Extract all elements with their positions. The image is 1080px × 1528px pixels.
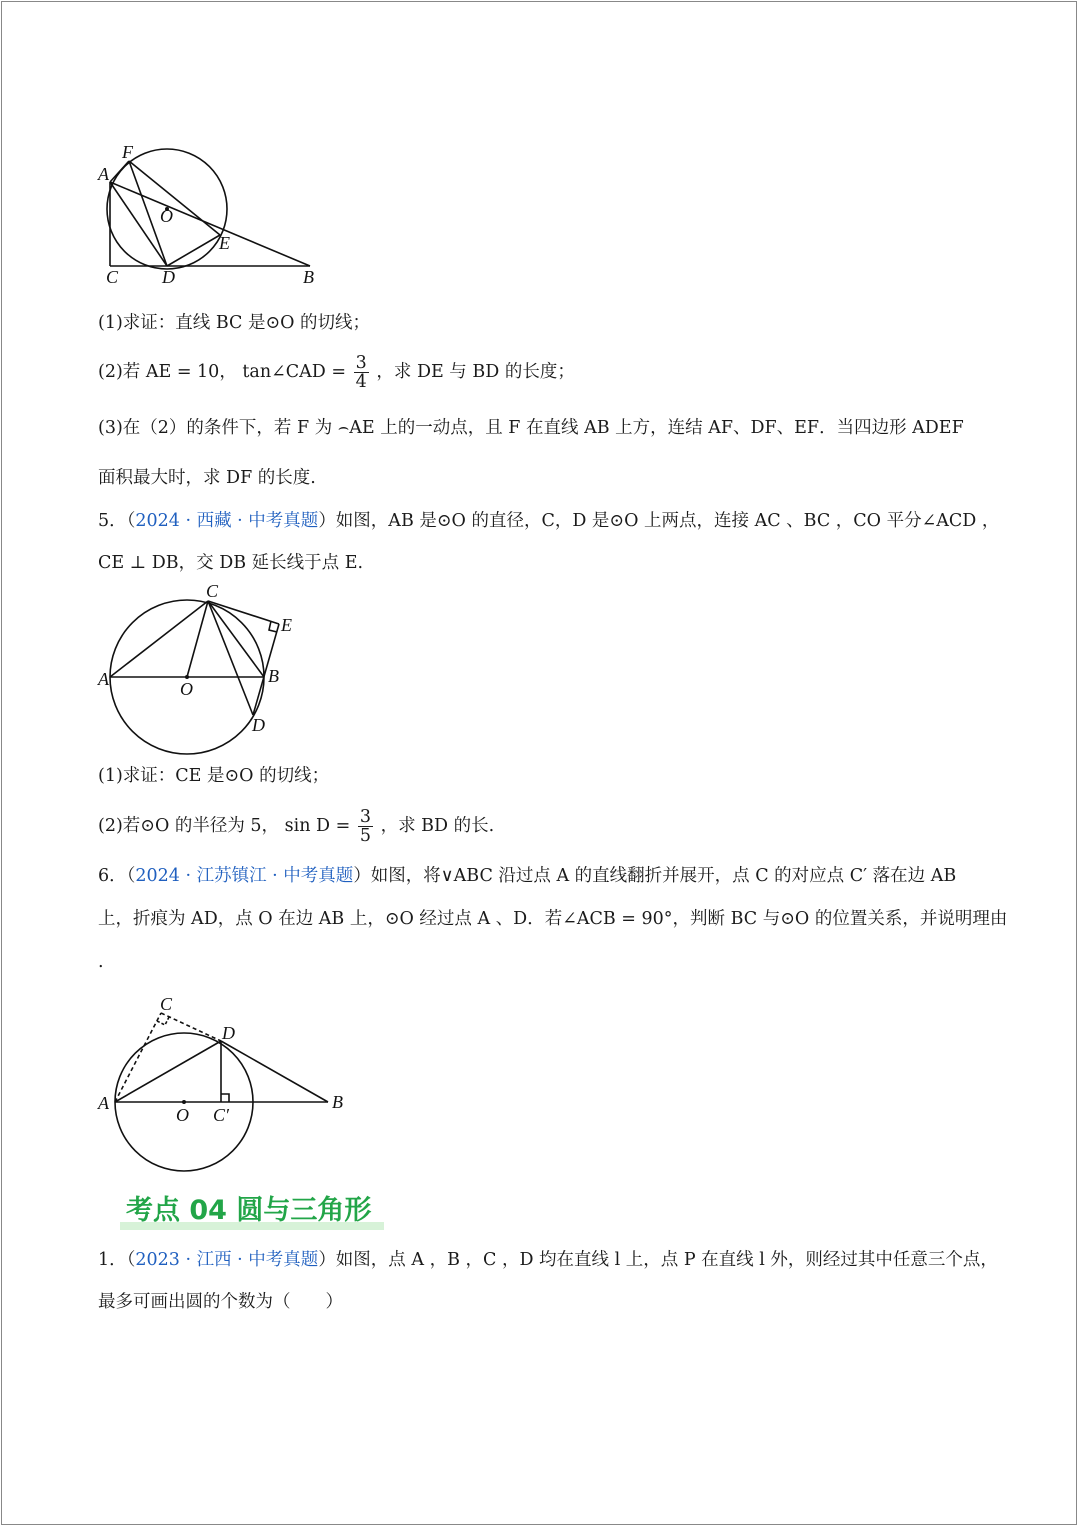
figure-1 bbox=[90, 140, 330, 290]
fig1-label-B: B bbox=[303, 267, 314, 287]
q5-part2-post: ，求 BD 的长. bbox=[380, 816, 495, 836]
fig2-line-AC bbox=[110, 601, 208, 677]
fig1-label-A: A bbox=[98, 164, 109, 184]
q4-part2-pre: (2)若 AE = 10， tan∠CAD = bbox=[98, 362, 347, 382]
fig3-label-D: D bbox=[222, 1023, 235, 1043]
fig1-line-AB bbox=[110, 182, 310, 266]
q6-number: 6．（ bbox=[98, 866, 136, 886]
section-title: 考点 04 圆与三角形 bbox=[126, 1195, 372, 1226]
fig1-label-E: E bbox=[219, 233, 230, 253]
fig1-label-C: C bbox=[106, 267, 119, 287]
fig3-right-angle-mark bbox=[221, 1094, 229, 1102]
fig2-label-D: D bbox=[252, 715, 265, 735]
q6-stem-line1 bbox=[98, 864, 956, 888]
fig3-center-dot bbox=[182, 1100, 186, 1104]
fig1-line-AF bbox=[110, 161, 129, 182]
fig2-label-B: B bbox=[268, 666, 279, 686]
q4-fraction-num: 3 bbox=[355, 353, 367, 373]
figure-3 bbox=[90, 990, 360, 1175]
fig2-line-CO bbox=[187, 601, 208, 677]
q4-part1: (1)求证：直线 BC 是⊙O 的切线； bbox=[98, 313, 371, 333]
q4-part2 bbox=[98, 352, 575, 392]
q1-stem-text: ）如图，点 A ，B ，C ，D 均在直线 l 上，点 P 在直线 l 外，则经过其中任意三个点， bbox=[318, 1250, 998, 1270]
q4-part3-line1: (3)在（2）的条件下，若 F 为 ⌢AE 上的一动点，且 F 在直线 AB 上方，连结 AF、DF、EF．当四边形 ADEF bbox=[98, 418, 964, 438]
q5-fraction bbox=[358, 808, 373, 845]
q6-stem-text: ）如图，将∨ABC 沿过点 A 的直线翻折并展开，点 C 的对应点 C′ 落在边 AB bbox=[353, 866, 957, 886]
q5-fraction-num: 3 bbox=[359, 807, 372, 827]
fig3-label-B: B bbox=[332, 1092, 343, 1112]
q6-stem-line2: 上，折痕为 AD，点 O 在边 AB 上，⊙O 经过点 A 、D．若∠ACB = 90°，判断 BC 与⊙O 的位置关系，并说明理由 bbox=[98, 909, 1008, 929]
q5-part2-pre: (2)若⊙O 的半径为 5， sin D = bbox=[98, 816, 351, 836]
q1-stem-line2: 最多可画出圆的个数为（ ） bbox=[98, 1292, 343, 1312]
q5-stem-text: ）如图，AB 是⊙O 的直径，C，D 是⊙O 上两点，连接 AC 、BC ，CO 平分∠ACD ， bbox=[318, 511, 1000, 531]
fig1-label-O: O bbox=[160, 206, 173, 226]
fig1-label-F: F bbox=[122, 142, 133, 162]
fig2-label-A: A bbox=[98, 669, 109, 689]
q1-number: 1．（ bbox=[98, 1250, 136, 1270]
fig2-label-E: E bbox=[281, 615, 292, 635]
fig1-line-DE bbox=[167, 235, 220, 266]
fig3-label-C: C bbox=[160, 994, 173, 1014]
fig2-label-C: C bbox=[206, 581, 219, 601]
fig3-line-AD bbox=[115, 1041, 221, 1102]
q1-source: 2023 · 江西 · 中考真题 bbox=[135, 1250, 319, 1270]
q6-stem-line3: . bbox=[98, 952, 104, 972]
fig2-line-CD bbox=[208, 601, 253, 715]
q5-source: 2024 · 西藏 · 中考真题 bbox=[135, 511, 319, 531]
fig3-line-DB bbox=[221, 1041, 328, 1102]
q5-stem-line2: CE ⊥ DB，交 DB 延长线于点 E. bbox=[98, 553, 364, 573]
q5-number: 5．（ bbox=[98, 511, 136, 531]
q1-stem-line1 bbox=[98, 1248, 998, 1272]
figure-2 bbox=[90, 581, 310, 760]
fig2-line-CE bbox=[208, 601, 279, 624]
q5-stem-line1 bbox=[98, 509, 999, 533]
fig3-dashed-CD bbox=[161, 1013, 221, 1041]
fig2-line-CB bbox=[208, 601, 264, 677]
fig3-label-A: A bbox=[98, 1093, 109, 1113]
fig2-label-O: O bbox=[180, 679, 193, 699]
q6-source: 2024 · 江苏镇江 · 中考真题 bbox=[135, 866, 354, 886]
q5-part2 bbox=[98, 806, 494, 846]
q4-fraction-den: 4 bbox=[355, 372, 367, 392]
q4-fraction bbox=[354, 354, 369, 391]
q5-part1: (1)求证：CE 是⊙O 的切线； bbox=[98, 766, 330, 786]
fig3-label-O: O bbox=[176, 1105, 189, 1125]
q4-part3-line2: 面积最大时，求 DF 的长度. bbox=[98, 468, 316, 488]
q5-fraction-den: 5 bbox=[359, 826, 372, 846]
fig1-label-D: D bbox=[162, 267, 175, 287]
fig3-label-Cprime: C′ bbox=[213, 1105, 229, 1125]
q4-part2-post: ，求 DE 与 BD 的长度； bbox=[376, 362, 575, 382]
